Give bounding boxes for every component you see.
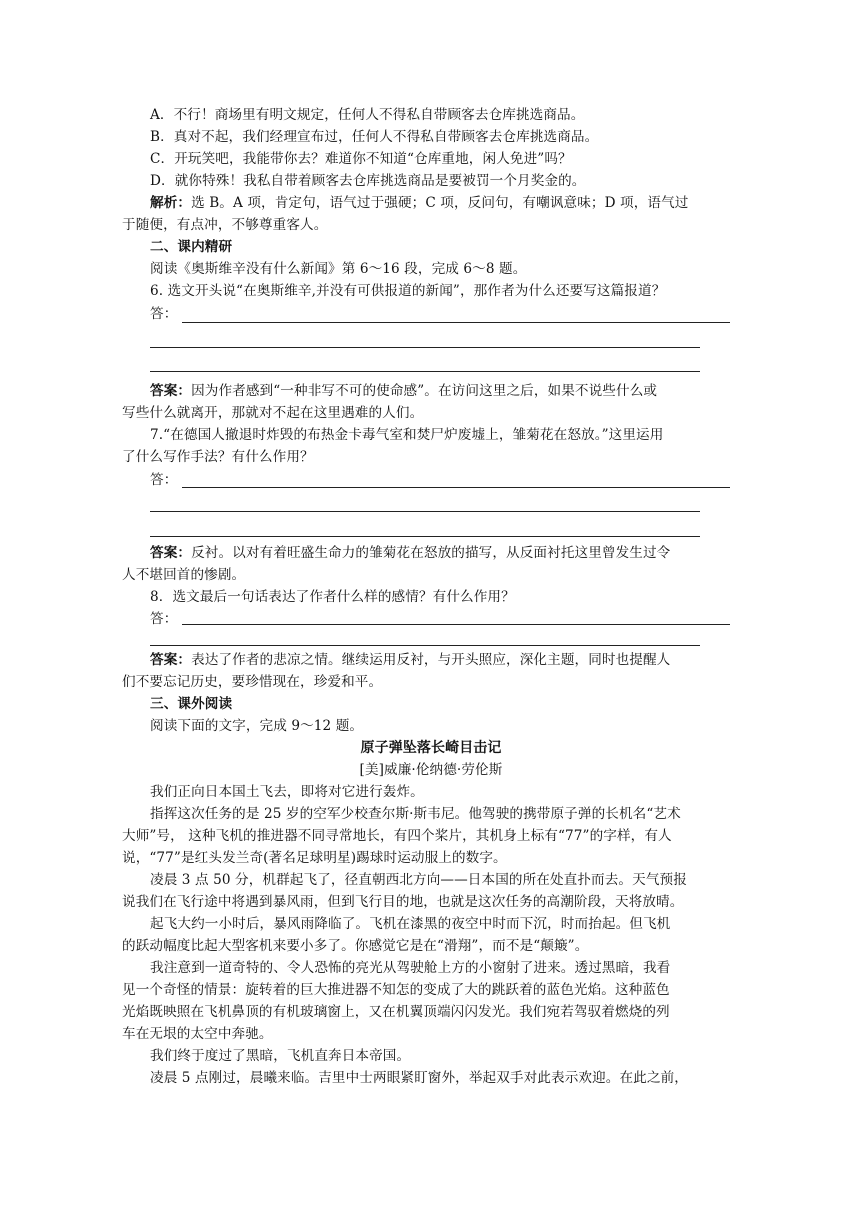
answer-prompt-6: 答： [150,306,178,322]
answer-line [150,645,700,646]
paragraph-5-line-2: 见一个奇怪的情景：旋转着的巨大推进器不知怎的变成了大的跳跃着的蓝色光焰。这种蓝色 [122,982,670,998]
paragraph-2-line-2: 大师”号， 这种飞机的推进器不同寻常地长，有四个桨片，其机身上标有“77”的字样，有人 [122,828,672,844]
answer-line [182,624,730,625]
answer-label: 答案： [150,545,192,561]
answer-label: 答案： [150,652,192,668]
section-3-heading: 三、课外阅读 [150,696,233,712]
answer-7-line-1: 答案：反衬。以对有着旺盛生命力的雏菊花在怒放的描写，从反面衬托这里曾发生过令 [150,545,671,561]
reading-instruction-2: 阅读《奥斯维辛没有什么新闻》第 6～16 段，完成 6～8 题。 [150,261,527,277]
answer-6-line-2: 写些什么就离开，那就对不起在这里遇难的人们。 [122,405,424,421]
article-author: [美]威廉·伦纳德·劳伦斯 [359,762,503,778]
option-d: D．就你特殊！我私自带着顾客去仓库挑选商品是要被罚一个月奖金的。 [150,173,586,189]
question-8: 8．选文最后一句话表达了作者什么样的感情？有什么作用？ [150,589,515,605]
section-2-heading: 二、课内精研 [150,239,233,255]
question-6: 6. 选文开头说“在奥斯维辛,并没有可供报道的新闻”，那作者为什么还要写这篇报道？ [150,283,666,299]
reading-instruction-3: 阅读下面的文字，完成 9～12 题。 [150,718,364,734]
paragraph-1: 我们正向日本国土飞去，即将对它进行轰炸。 [150,784,424,800]
paragraph-7-line-1: 凌晨 5 点刚过，晨曦来临。吉里中士两眼紧盯窗外，举起双手对此表示欢迎。在此之前， [150,1070,688,1086]
answer-line [150,511,700,512]
analysis-label: 解析： [150,195,192,211]
paragraph-5-line-3: 光焰既映照在飞机鼻顶的有机玻璃窗上，又在机翼顶端闪闪发光。我们宛若驾驭着燃烧的列 [122,1004,670,1020]
answer-line [182,487,730,488]
answer-8-line-2: 们不要忘记历史，要珍惜现在，珍爱和平。 [122,674,383,690]
paragraph-5-line-1: 我注意到一道奇特的、令人恐怖的亮光从驾驶舱上方的小窗射了进来。透过黑暗，我看 [150,960,671,976]
option-b: B．真对不起，我们经理宣布过，任何人不得私自带顾客去仓库挑选商品。 [150,129,599,145]
answer-8-line-1: 答案：表达了作者的悲凉之情。继续运用反衬，与开头照应，深化主题，同时也提醒人 [150,652,671,668]
question-7-line-1: 7.“在德国人撤退时炸毁的布热金卡毒气室和焚尸炉废墟上，雏菊花在怒放。”这里运用 [150,427,664,443]
answer-line [182,322,730,323]
paragraph-3-line-2: 说我们在飞行途中将遇到暴风雨，但到飞行目的地，也就是这次任务的高潮阶段，天将放晴。 [122,894,684,910]
answer-line [150,347,700,348]
answer-line [150,371,700,372]
answer-prompt-7: 答： [150,472,178,488]
paragraph-4-line-2: 的跃动幅度比起大型客机来要小多了。你感觉它是在“滑翔”，而不是“颠簸”。 [122,938,589,954]
paragraph-5-line-4: 车在无垠的太空中奔驰。 [122,1026,273,1042]
answer-7-line-2: 人不堪回首的惨剧。 [122,567,246,583]
article-title: 原子弹坠落长崎目击记 [360,740,502,756]
option-a: A．不行！商场里有明文规定，任何人不得私自带顾客去仓库挑选商品。 [150,107,585,123]
question-7-line-2: 了什么写作手法？有什么作用？ [122,449,314,465]
answer-line [150,536,700,537]
answer-prompt-8: 答： [150,611,178,627]
option-c: C．开玩笑吧，我能带你去？难道你不知道“仓库重地，闲人免进”吗？ [150,151,572,167]
paragraph-2-line-3: 说，“77”是红头发兰奇(著名足球明星)踢球时运动服上的数字。 [122,850,507,866]
answer-6-line-1: 答案：因为作者感到“一种非写不可的使命感”。在访问这里之后，如果不说些什么或 [150,383,658,399]
analysis-line-1: 解析：选 B。A 项，肯定句，语气过于强硬；C 项，反问句，有嘲讽意味；D 项，语气过 [150,195,689,211]
analysis-line-2: 于随便，有点冲，不够尊重客人。 [122,217,328,233]
paragraph-3-line-1: 凌晨 3 点 50 分，机群起飞了，径直朝西北方向——日本国的所在处直扑而去。天气预报 [150,872,687,888]
answer-label: 答案： [150,383,192,399]
paragraph-2-line-1: 指挥这次任务的是 25 岁的空军少校查尔斯·斯韦尼。他驾驶的携带原子弹的长机名“艺术 [150,806,681,822]
paragraph-6: 我们终于度过了黑暗，飞机直奔日本帝国。 [150,1048,411,1064]
paragraph-4-line-1: 起飞大约一小时后，暴风雨降临了。飞机在漆黑的夜空中时而下沉，时而抬起。但飞机 [150,916,671,932]
